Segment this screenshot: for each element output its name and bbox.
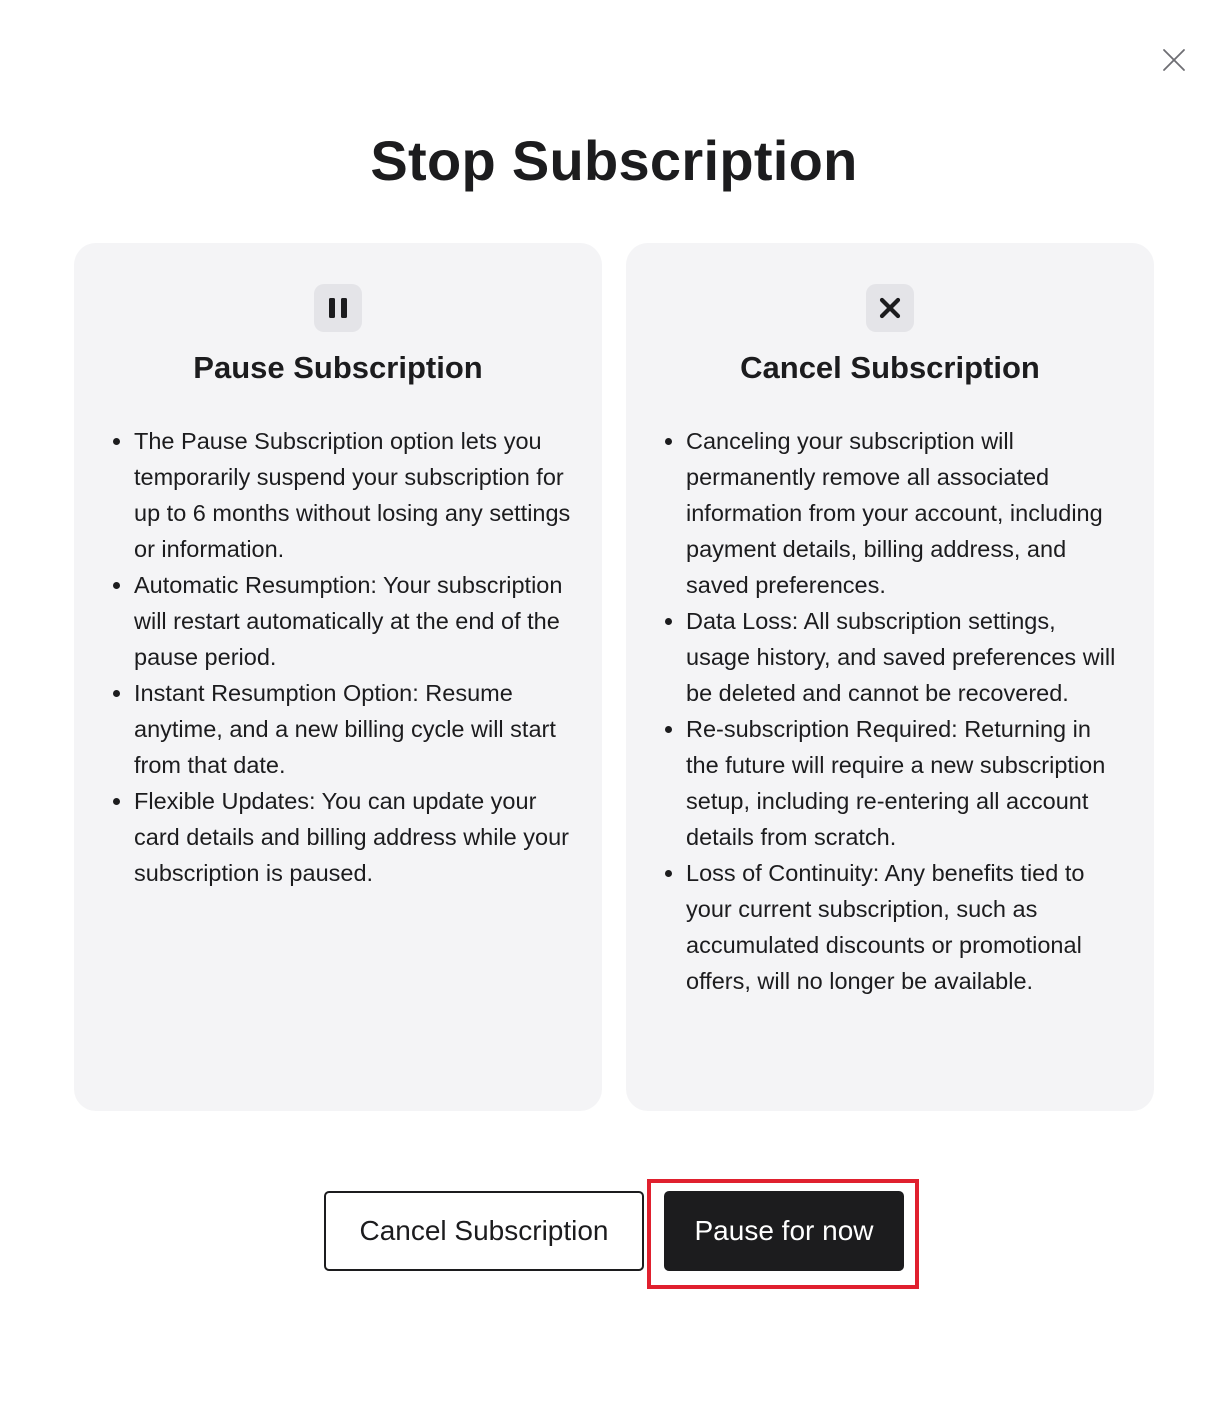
x-icon (879, 297, 901, 319)
pause-icon (327, 297, 349, 319)
list-item: Loss of Continuity: Any benefits tied to your current subscription, such as accumulated discounts or promotional offers, will no longer be available. (686, 855, 1126, 999)
pause-benefits-list (134, 423, 574, 891)
cancel-card-title: Cancel Subscription (740, 350, 1040, 385)
dialog-title: Stop Subscription (370, 129, 858, 192)
list-item: Instant Resumption Option: Resume anytime, and a new billing cycle will start from that date. (134, 675, 574, 783)
pause-icon-container (314, 284, 362, 332)
list-item: Data Loss: All subscription settings, usage history, and saved preferences will be deleted and cannot be recovered. (686, 603, 1126, 711)
close-button[interactable] (1158, 44, 1190, 76)
list-item: Automatic Resumption: Your subscription will restart automatically at the end of the pause period. (134, 567, 574, 675)
pause-subscription-card (74, 243, 602, 1111)
x-icon-container (866, 284, 914, 332)
pause-card-title: Pause Subscription (193, 350, 483, 385)
list-item: Flexible Updates: You can update your card details and billing address while your subscription is paused. (134, 783, 574, 891)
cancel-subscription-card (626, 243, 1154, 1111)
list-item: Re-subscription Required: Returning in the future will require a new subscription setup, including re-entering all account details from scratch. (686, 711, 1126, 855)
pause-for-now-button[interactable]: Pause for now (664, 1191, 904, 1271)
list-item: The Pause Subscription option lets you temporarily suspend your subscription for up to 6 months without losing any settings or information. (134, 423, 574, 567)
cancel-consequences-list (686, 423, 1126, 999)
list-item: Canceling your subscription will permanently remove all associated information from your account, including payment details, billing address, and saved preferences. (686, 423, 1126, 603)
cancel-subscription-button[interactable]: Cancel Subscription (324, 1191, 644, 1271)
close-icon (1162, 48, 1186, 72)
